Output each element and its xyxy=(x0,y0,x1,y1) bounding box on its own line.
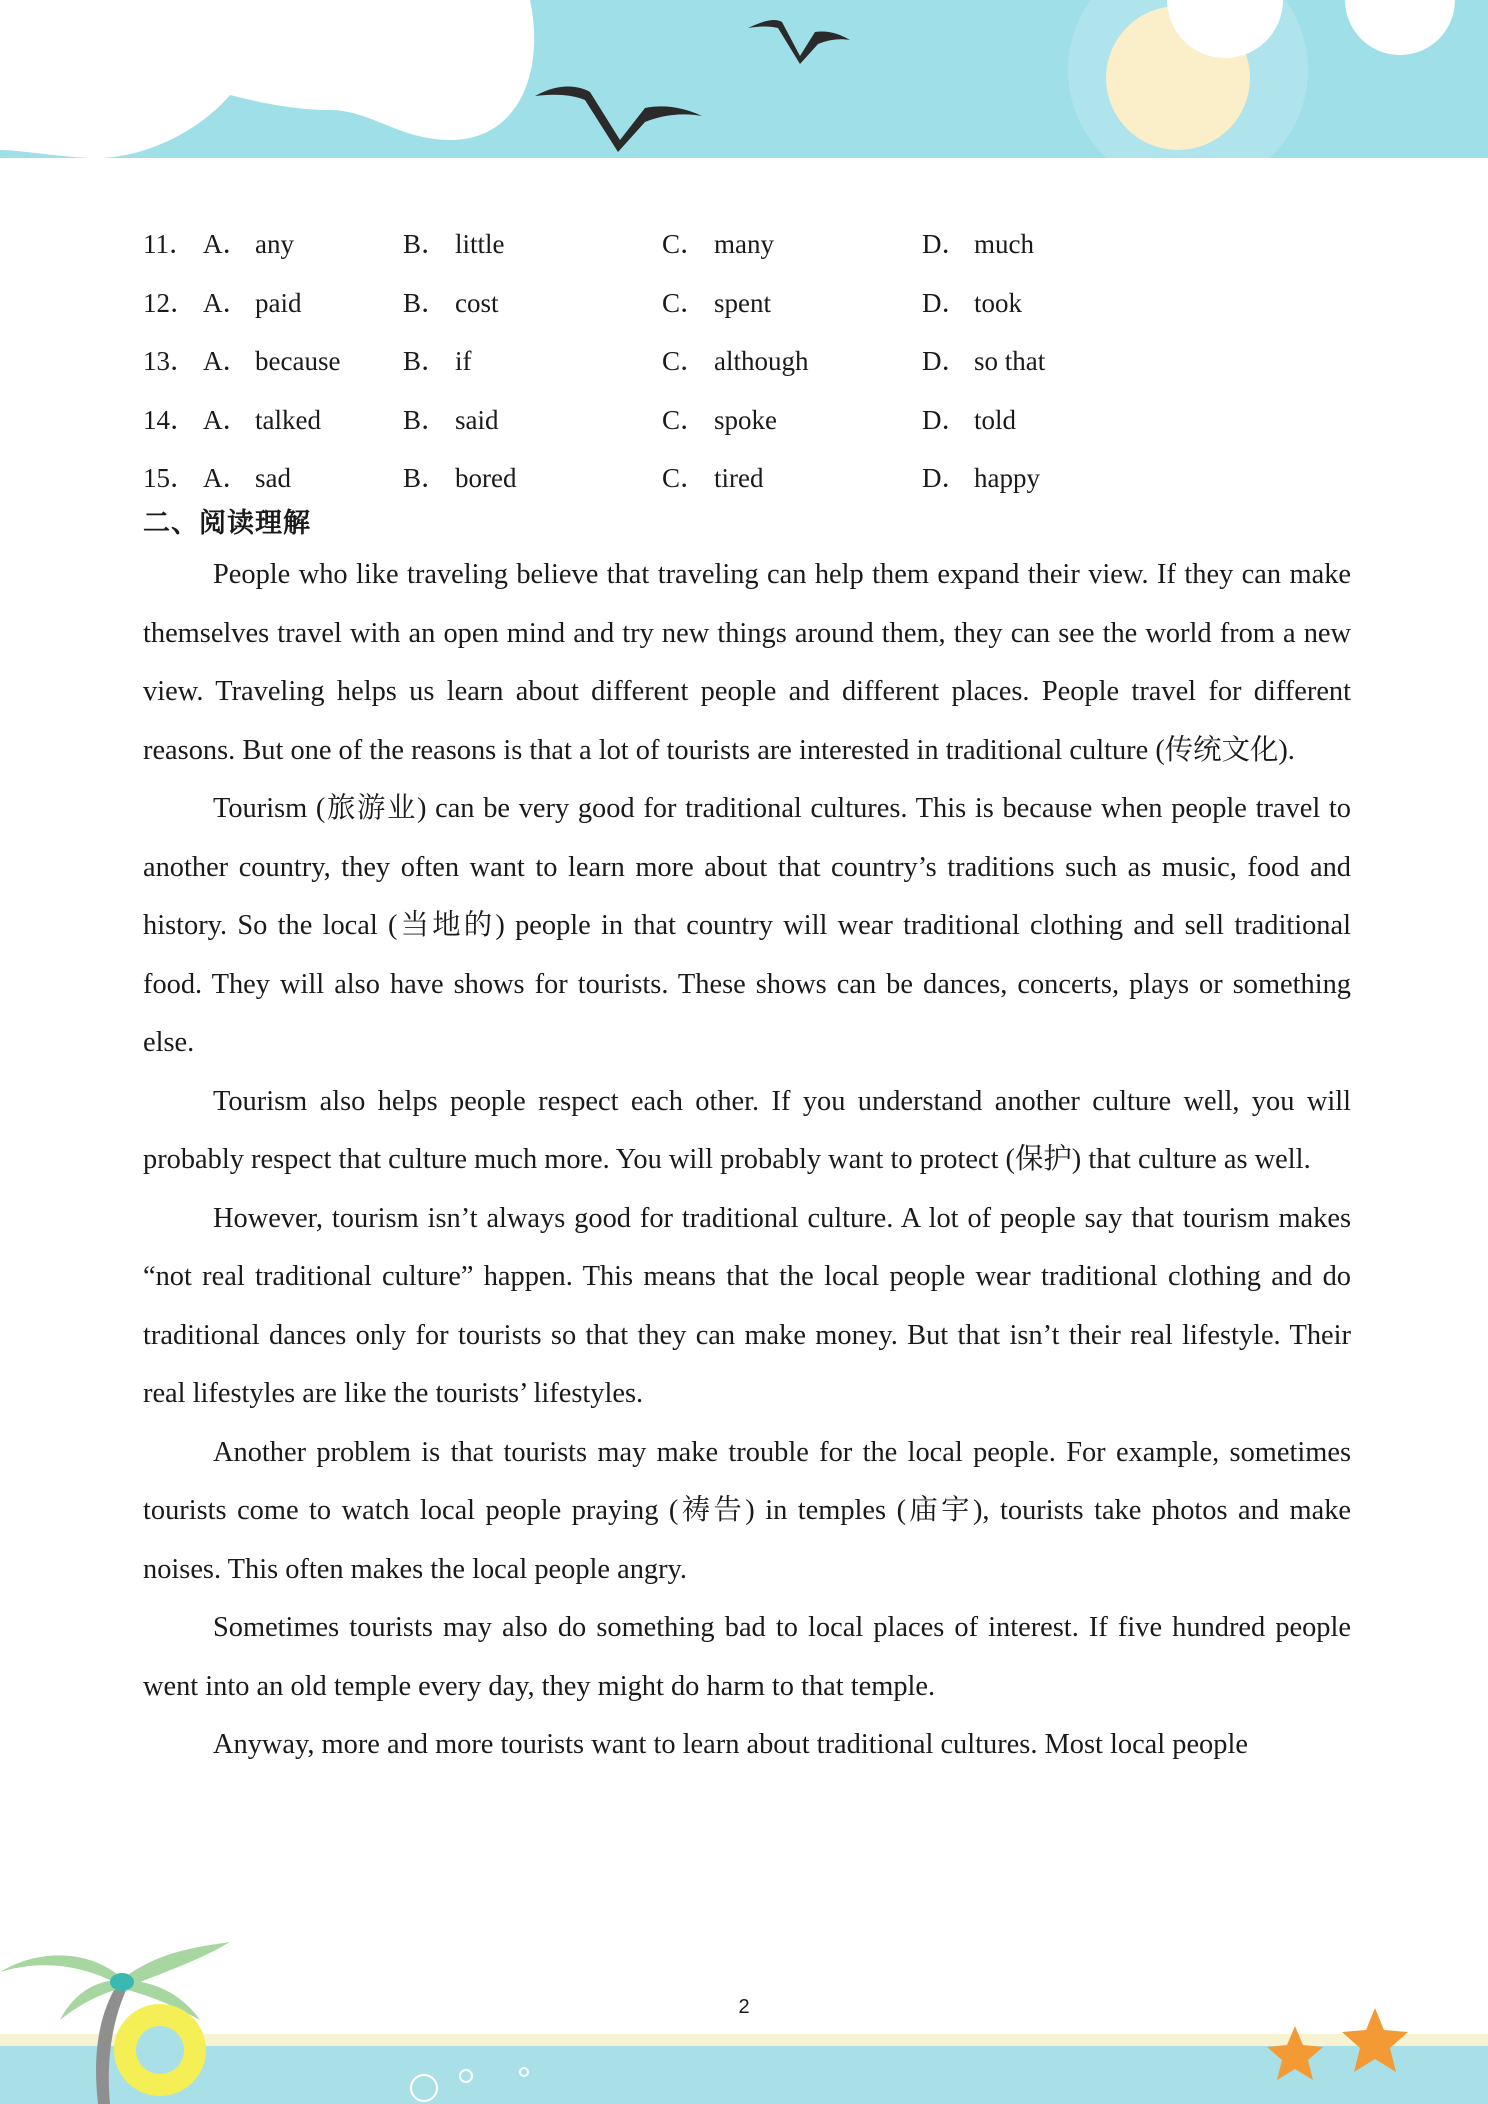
option-row xyxy=(143,339,1343,398)
passage-paragraph: However, tourism isn’t always good for traditional culture. A lot of people say that tourism makes “not real traditional culture” happen. This means that the local people wear traditional clothing and do traditional dances only for tourists so that they can make money. But that isn’t their real lifestyle. Their real lifestyles are like the tourists’ lifestyles. xyxy=(143,1202,1351,1409)
page-number: 2 xyxy=(738,1996,750,2018)
option-row xyxy=(143,281,1343,340)
option-b: B． bored xyxy=(403,463,517,493)
passage-paragraph: Another problem is that tourists may make trouble for the local people. For example, sometimes tourists come to watch local people praying (祷告) in temples (庙宇), tourists take photos and make noises. This often makes the local people angry. xyxy=(143,1436,1351,1585)
question-number: 12． xyxy=(143,287,197,318)
question-number: 11． xyxy=(143,229,196,259)
header-banner xyxy=(0,0,1488,170)
reading-passage xyxy=(143,546,1351,1775)
lifebuoy-icon xyxy=(114,2004,206,2096)
option-b: B． said xyxy=(403,404,499,435)
option-b: B． if xyxy=(403,346,472,376)
passage-paragraph: Sometimes tourists may also do something bad to local places of interest. If five hundred people went into an old temple every day, they might do harm to that temple. xyxy=(143,1612,1351,1702)
question-number: 15． xyxy=(143,463,197,493)
option-d: D． told xyxy=(922,404,1017,435)
answer-options xyxy=(143,222,1343,515)
option-b: B． little xyxy=(403,229,505,259)
option-a: A． because xyxy=(203,346,341,376)
question-number: 13． xyxy=(143,346,197,376)
option-c: C． tired xyxy=(662,463,764,493)
option-d: D． much xyxy=(922,229,1034,259)
section-heading: 二、阅读理解 xyxy=(143,508,311,539)
option-b: B． cost xyxy=(403,287,499,318)
passage-paragraph: Tourism (旅游业) can be very good for traditional cultures. This is because when people travel to another country, they often want to learn more about that country’s traditions such as music, food and history. So the local (当地的) people in that country will wear traditional clothing and sell traditional food. They will also have shows for tourists. These shows can be dances, concerts, plays or something else. xyxy=(143,793,1351,1058)
passage-paragraph: People who like traveling believe that traveling can help them expand their view. If they can make themselves travel with an open mind and try new things around them, they can see the world from a new view. Traveling helps us learn about different people and different places. People travel for different reasons. But one of the reasons is that a lot of tourists are interested in traditional culture (传统文化). xyxy=(143,559,1351,766)
passage-paragraph: Anyway, more and more tourists want to learn about traditional cultures. Most local people xyxy=(213,1729,1248,1760)
option-a: A． paid xyxy=(203,287,302,318)
option-a: A． sad xyxy=(203,463,291,493)
option-row xyxy=(143,456,1343,515)
option-d: D． happy xyxy=(922,463,1040,493)
option-c: C． many xyxy=(662,229,774,259)
footer-banner xyxy=(0,1920,1488,2104)
option-c: C． spent xyxy=(662,287,771,318)
option-a: A． talked xyxy=(203,404,321,435)
option-d: D． took xyxy=(922,287,1023,318)
coconut-icon xyxy=(110,1973,134,1991)
option-c: C． although xyxy=(662,346,809,376)
option-row xyxy=(143,398,1343,457)
option-a: A． any xyxy=(203,229,294,259)
option-d: D． so that xyxy=(922,346,1046,376)
option-c: C． spoke xyxy=(662,404,777,435)
passage-paragraph: Tourism also helps people respect each other. If you understand another culture well, you will probably respect that culture much more. You will probably want to protect (保护) that culture as well. xyxy=(143,1085,1351,1175)
option-row xyxy=(143,222,1343,281)
question-number: 14． xyxy=(143,404,197,435)
